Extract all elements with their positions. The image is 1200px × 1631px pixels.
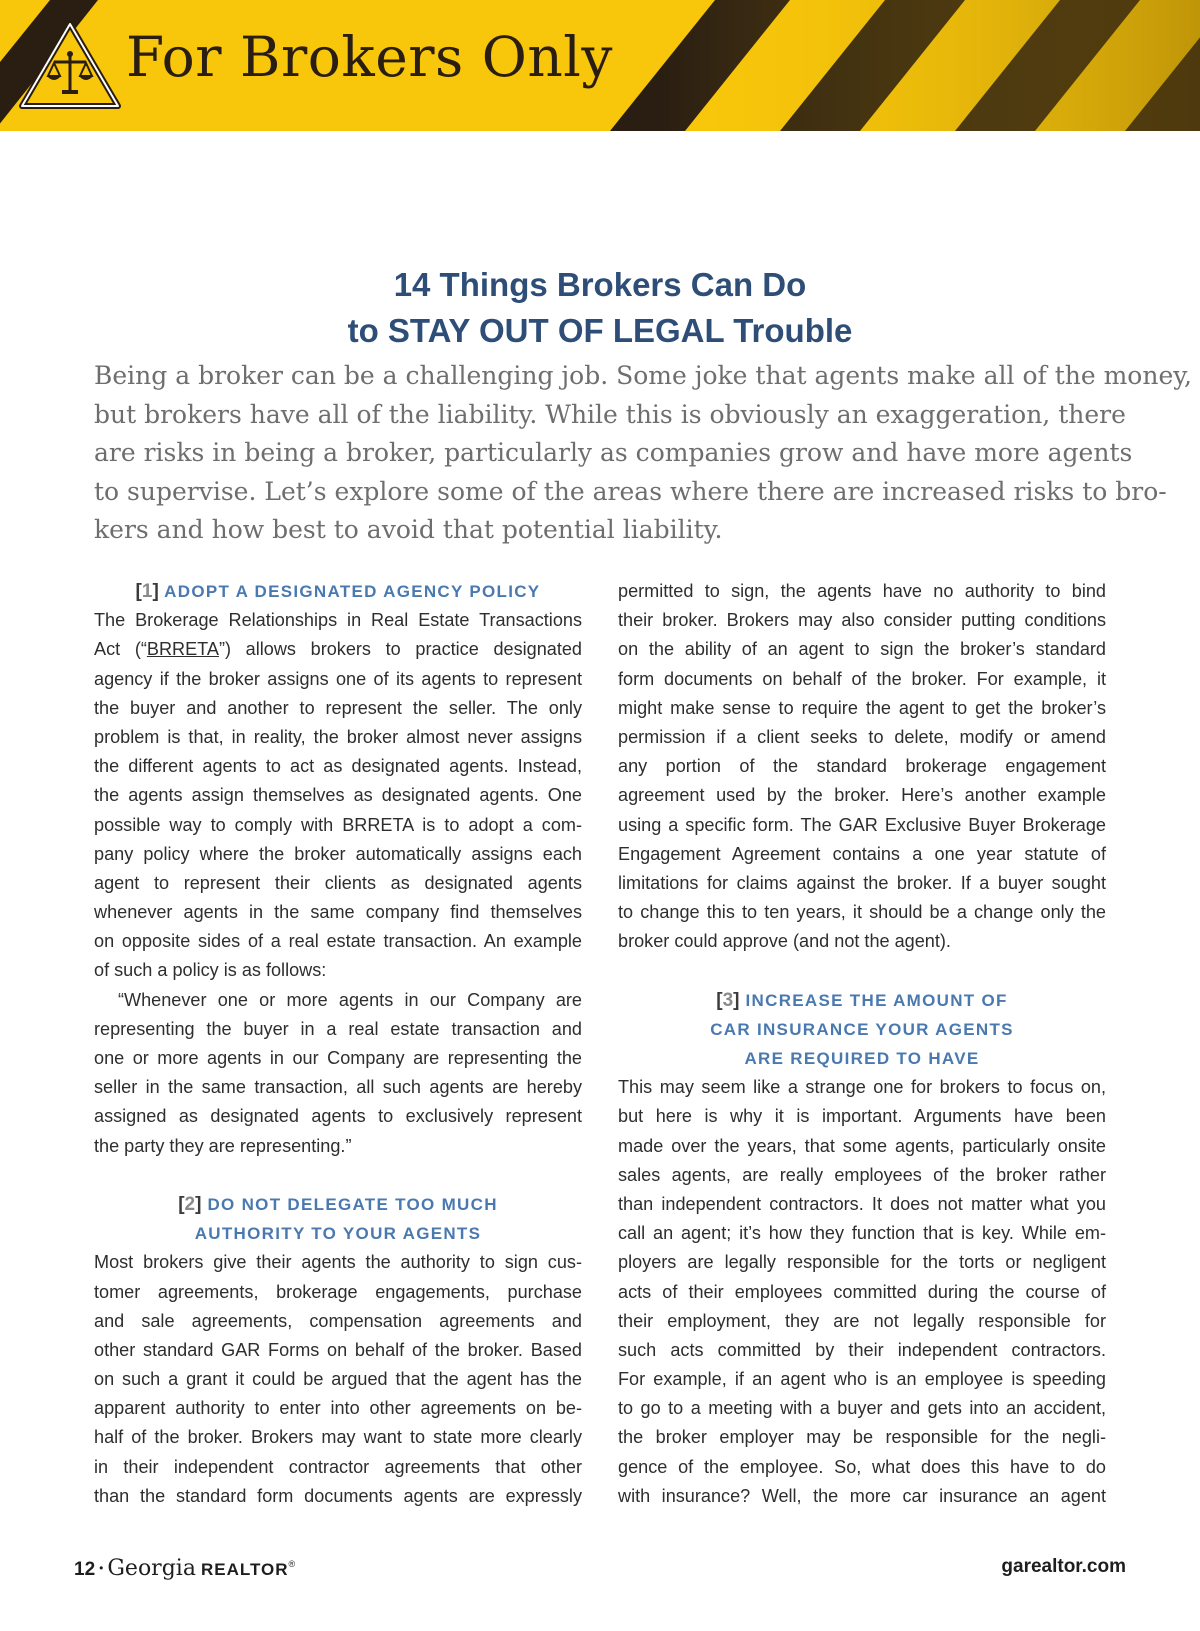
body-line: This may seem like a strange one for brokers to focus on, [618,1077,1106,1098]
magazine-name: Georgia [107,1556,196,1581]
quote-line: the party they are representing.” [94,1135,352,1156]
section-heading-3-cont: CAR INSURANCE YOUR AGENTS [710,1019,1014,1039]
quote-line: representing the buyer in a real estate transaction and [94,1018,582,1039]
body-line: and sale agreements, compensation agreements and [94,1310,582,1331]
body-line: call an agent; it’s how they function that is key. While em- [618,1223,1106,1244]
registered-mark: ® [288,1559,296,1569]
scales-of-justice-icon [18,18,122,114]
page-number: 12 [74,1559,96,1580]
section-title: For Brokers Only [126,25,613,89]
body-line: such acts committed by their independent contractors. [618,1339,1106,1360]
body-line: broker could approve (and not the agent). [618,931,951,952]
section-heading-2: [2] DO NOT DELEGATE TOO MUCH [178,1193,498,1215]
body-line: any portion of the standard brokerage engagement [618,756,1106,777]
right-column [618,577,1106,1511]
header-banner [0,0,1200,131]
article-intro [94,357,1192,550]
quote-line: assigned as designated agents to exclusively represent [94,1106,582,1127]
body-line: apparent authority to enter into other agreements on be- [94,1398,582,1419]
body-line: whenever agents in the same company find themselves [94,902,582,923]
body-line: half of the broker. Brokers may want to state more clearly [94,1427,582,1448]
body-line: pany policy where the broker automatically assigns each [94,843,582,864]
body-line: on opposite sides of a real estate transaction. An example [94,931,582,952]
left-column [94,577,582,1511]
body-line: on such a grant it could be argued that the agent has the [94,1369,582,1390]
section-heading-2-cont: AUTHORITY TO YOUR AGENTS [194,1224,482,1244]
body-line: might make sense to require the agent to get the broker’s [618,697,1106,718]
body-line: on the ability of an agent to sign the broker’s standard [618,639,1106,660]
body-line: Most brokers give their agents the authority to sign cus- [94,1252,582,1273]
body-line: form documents on behalf of the broker. For example, it [618,668,1106,689]
body-line: Act (“BRRETA”) allows brokers to practice designated [94,639,582,660]
body-line: their employment, they are not legally responsible for [618,1310,1106,1331]
body-line: but here is why it is important. Arguments have been [618,1106,1106,1127]
body-line: than the standard form documents agents are expressly [94,1485,582,1506]
brreta-abbrev: BRRETA [146,639,219,660]
article-headline [0,262,1200,354]
body-line: with insurance? Well, the more car insurance an agent [618,1485,1106,1506]
body-line: made over the years, that some agents, particularly onsite [618,1135,1106,1156]
body-line: the different agents to act as designated agents. Instead, [94,756,582,777]
body-line: permission if a client seeks to delete, modify or amend [618,726,1106,747]
body-line: gence of the employee. So, what does this have to do [618,1456,1106,1477]
body-line: agency if the broker assigns one of its agents to represent [94,668,582,689]
body-line: ployers are legally responsible for the torts or negligent [618,1252,1106,1273]
section-heading-1: [1] ADOPT A DESIGNATED AGENCY POLICY [135,581,541,602]
intro-line: to supervise. Let’s explore some of the areas where there are increased risks to bro- [94,476,1167,506]
section-heading-3: [3] INCREASE THE AMOUNT OF [716,989,1008,1011]
body-line: sales agents, are really employees of the broker rather [618,1164,1106,1185]
intro-line: kers and how best to avoid that potential liability. [94,515,723,544]
body-line: other standard GAR Forms on behalf of the broker. Based [94,1339,582,1360]
body-line: agent to represent their clients as designated agents [94,872,582,893]
footer-separator: • [99,1561,104,1575]
body-line: their broker. Brokers may also consider putting conditions [618,610,1106,631]
website-link[interactable]: garealtor.com [1001,1556,1126,1577]
body-line: the buyer and another to represent the seller. The only [94,697,582,718]
body-line: to change this to ten years, it should be a change only the [618,902,1106,923]
body-line: in their independent contractor agreements that other [94,1456,582,1477]
body-line: of such a policy is as follows: [94,960,327,981]
section-heading-3-cont: ARE REQUIRED TO HAVE [744,1049,980,1068]
body-line: The Brokerage Relationships in Real Estate Transactions [94,610,582,631]
quote-line: “Whenever one or more agents in our Company are [118,989,582,1010]
body-line: problem is that, in reality, the broker almost never assigns [94,726,582,747]
body-line: For example, if an agent who is an employee is speeding [618,1369,1106,1390]
body-line: possible way to comply with BRRETA is to adopt a com- [94,814,582,835]
quote-line: one or more agents in our Company are representing the [94,1048,582,1068]
body-line: agreement used by the broker. Here’s another example [618,785,1106,806]
intro-line: Being a broker can be a challenging job. Some joke that agents make all of the money, [94,361,1192,390]
body-line: using a specific form. The GAR Exclusive Buyer Brokerage [618,814,1106,835]
headline-line-1: 14 Things Brokers Can Do [393,266,807,303]
intro-line: are risks in being a broker, particularly as companies grow and have more agents [94,438,1133,467]
body-line: Engagement Agreement contains a one year statute of [618,843,1106,864]
body-line: the broker employer may be responsible for the negli- [618,1427,1106,1448]
page-footer-left [74,1556,295,1581]
body-line: tomer agreements, brokerage engagements, purchase [94,1281,582,1302]
body-line: than independent contractors. It does not matter what you [618,1193,1106,1214]
intro-line: but brokers have all of the liability. While this is obviously an exaggeration, there [94,399,1126,429]
body-line: the agents assign themselves as designated agents. One [94,785,582,806]
headline-line-2: to STAY OUT OF LEGAL Trouble [347,312,853,349]
magazine-name-bold: REALTOR [200,1560,289,1579]
body-line: limitations for claims against the broker. If a buyer sought [618,872,1106,893]
quote-line: seller in the same transaction, all such agents are hereby [94,1077,582,1098]
body-line: to go to a meeting with a buyer and gets into an accident, [618,1398,1106,1419]
body-line: acts of their employees committed during the course of [618,1281,1106,1302]
body-line: permitted to sign, the agents have no authority to bind [618,581,1106,601]
